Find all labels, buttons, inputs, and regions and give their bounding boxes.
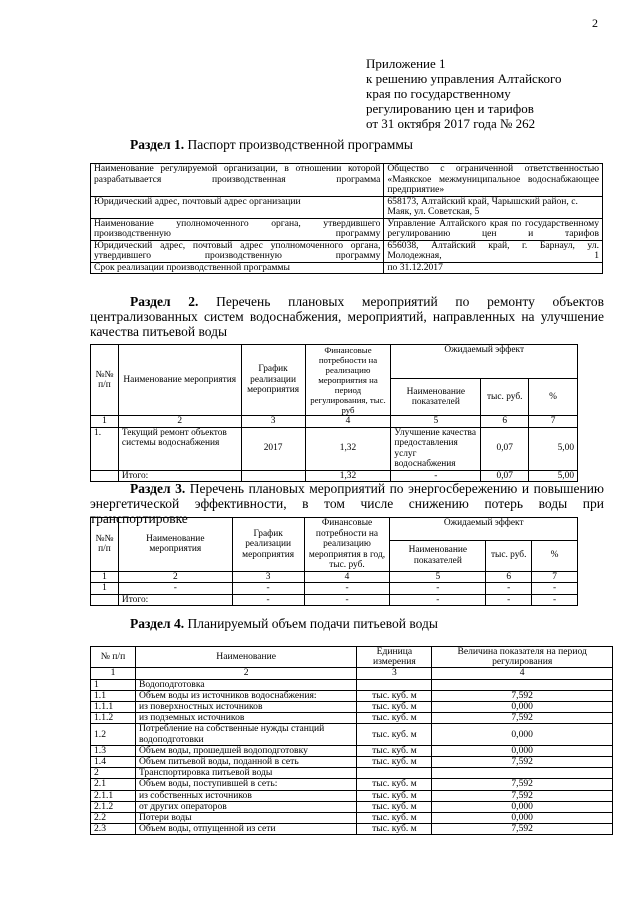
table-row: [91, 679, 613, 690]
row-name: из собственных источников: [135, 790, 357, 801]
row-value: 0,000: [432, 702, 613, 713]
row-name: Объем воды, поступившей в сеть:: [135, 779, 357, 790]
row-schedule: 2017: [241, 427, 305, 470]
col-num-header: №№ п/п: [91, 345, 119, 416]
total-indicator: -: [390, 594, 486, 606]
col-thousand-header: тыс. руб.: [481, 379, 529, 416]
table-row: [91, 702, 613, 713]
row-unit: тыс. куб. м: [357, 779, 432, 790]
total-thousand: -: [486, 594, 532, 606]
appendix-line: края по государственному: [366, 86, 511, 101]
row-unit: [357, 679, 432, 690]
col-number: 1: [91, 571, 119, 583]
table-row: [91, 813, 613, 824]
row-name: Объем воды, прошедшей водоподготовку: [135, 745, 357, 756]
row-indicator: Улучшение качества предоставления услуг водоснабжения: [391, 427, 481, 470]
row-finance: 1,32: [305, 427, 391, 470]
row-value: 0,000: [432, 745, 613, 756]
col-finance-header: Финансовые потребности на реализацию мероприятия в год, тыс. руб.: [304, 518, 390, 572]
total-schedule: -: [232, 594, 304, 606]
col-number: 3: [232, 571, 304, 583]
section1-title: Паспорт производственной программы: [187, 137, 413, 152]
section1-table: [90, 163, 603, 274]
row-num: 1: [91, 583, 119, 595]
col-name-header: Наименование мероприятия: [118, 345, 241, 416]
table-total-row: [91, 470, 578, 482]
row-num: 2.2: [91, 813, 136, 824]
row-value: 7,592: [432, 713, 613, 724]
row-schedule: -: [232, 583, 304, 595]
col-number: 7: [532, 571, 578, 583]
col-num-header: №№ п/п: [91, 518, 119, 572]
section3-label: Раздел 3.: [130, 481, 186, 496]
row-unit: тыс. куб. м: [357, 690, 432, 701]
col-thousand-header: тыс. руб.: [486, 540, 532, 571]
table-header-row: [91, 647, 613, 668]
passport-name: Юридический адрес, почтовый адрес уполномоченного органа, утвердившего производственную программу: [91, 240, 384, 262]
row-unit: тыс. куб. м: [357, 745, 432, 756]
table-row: [91, 745, 613, 756]
col-finance-header: Финансовые потребности на реализацию мероприятия на период регулирования, тыс. руб: [305, 345, 391, 416]
table-number-row: [91, 571, 578, 583]
col-number: 4: [305, 416, 391, 428]
appendix-line: Приложение 1: [366, 56, 446, 71]
col-value-header: Величина показателя на период регулирования: [432, 647, 613, 668]
section1-heading: [130, 137, 413, 152]
row-unit: тыс. куб. м: [357, 813, 432, 824]
table-row: [91, 196, 603, 218]
row-name: от других операторов: [135, 801, 357, 812]
total-finance: -: [304, 594, 390, 606]
row-num: 1: [91, 679, 136, 690]
table-row: [91, 768, 613, 779]
row-value: 7,592: [432, 757, 613, 768]
col-number: 5: [390, 571, 486, 583]
row-name: из поверхностных источников: [135, 702, 357, 713]
row-num: 1.1.1: [91, 702, 136, 713]
row-value: 7,592: [432, 824, 613, 835]
table-row: [91, 757, 613, 768]
table-number-row: [91, 416, 578, 428]
col-number: 6: [481, 416, 529, 428]
row-name: Потребление на собственные нужды станций водоподготовки: [135, 724, 357, 745]
passport-name: Юридический адрес, почтовый адрес организации: [91, 196, 384, 218]
total-percent: -: [532, 594, 578, 606]
total-finance: 1,32: [305, 470, 391, 482]
row-num: 2.1.2: [91, 801, 136, 812]
table-header-row: [91, 345, 578, 379]
table-row: [91, 218, 603, 240]
col-number: 6: [486, 571, 532, 583]
empty-cell: [91, 470, 119, 482]
table-header-row: [91, 518, 578, 541]
passport-name: Срок реализации производственной программы: [91, 262, 384, 274]
col-number: 1: [91, 668, 136, 679]
row-value: 7,592: [432, 779, 613, 790]
row-value: 7,592: [432, 790, 613, 801]
row-value: 0,000: [432, 801, 613, 812]
col-effect-header: Ожидаемый эффект: [391, 345, 578, 379]
row-finance: -: [304, 583, 390, 595]
row-unit: тыс. куб. м: [357, 824, 432, 835]
table-row: [91, 724, 613, 745]
passport-value: Управление Алтайского края по государственному регулированию цен и тарифов: [384, 218, 603, 240]
row-name: Водоподготовка: [135, 679, 357, 690]
table-row: [91, 790, 613, 801]
appendix-line: регулированию цен и тарифов: [366, 101, 534, 116]
row-num: 2.3: [91, 824, 136, 835]
col-effect-header: Ожидаемый эффект: [390, 518, 578, 541]
section2-label: Раздел 2.: [130, 294, 199, 309]
section1-label: Раздел 1.: [130, 137, 185, 152]
row-num: 1.4: [91, 757, 136, 768]
row-value: 0,000: [432, 813, 613, 824]
col-number: 3: [357, 668, 432, 679]
col-indicator-header: Наименование показателей: [391, 379, 481, 416]
table-row: [91, 801, 613, 812]
row-num: 1.1: [91, 690, 136, 701]
empty-cell: [241, 470, 305, 482]
table-total-row: [91, 594, 578, 606]
table-row: [91, 583, 578, 595]
col-number: 2: [135, 668, 357, 679]
page-number: 2: [592, 16, 598, 30]
col-schedule-header: График реализации мероприятия: [241, 345, 305, 416]
total-thousand: 0,07: [481, 470, 529, 482]
row-name: -: [118, 583, 232, 595]
row-num: 1.1.2: [91, 713, 136, 724]
col-num-header: № п/п: [91, 647, 136, 668]
section4-table: [90, 646, 613, 835]
section3-table: [90, 517, 578, 606]
row-indicator: -: [390, 583, 486, 595]
row-unit: тыс. куб. м: [357, 713, 432, 724]
row-unit: тыс. куб. м: [357, 702, 432, 713]
section2-heading: [90, 294, 604, 339]
section4-label: Раздел 4.: [130, 616, 185, 631]
row-thousand: -: [486, 583, 532, 595]
col-number: 5: [391, 416, 481, 428]
row-num: 2.1.1: [91, 790, 136, 801]
row-percent: -: [532, 583, 578, 595]
col-percent-header: %: [532, 540, 578, 571]
table-number-row: [91, 668, 613, 679]
passport-value: 656038, Алтайский край, г. Барнаул, ул. Молодежная, 1: [384, 240, 603, 262]
table-row: [91, 164, 603, 197]
row-num: 2: [91, 768, 136, 779]
col-indicator-header: Наименование показателей: [390, 540, 486, 571]
appendix-header: [366, 56, 561, 131]
row-value: 0,000: [432, 724, 613, 745]
section4-title: Планируемый объем подачи питьевой воды: [187, 616, 438, 631]
col-number: 3: [241, 416, 305, 428]
empty-cell: [91, 594, 119, 606]
total-indicator: -: [391, 470, 481, 482]
row-unit: тыс. куб. м: [357, 757, 432, 768]
passport-name: Наименование регулируемой организации, в отношении которой разрабатывается производственная программа: [91, 164, 384, 197]
row-thousand: 0,07: [481, 427, 529, 470]
row-unit: тыс. куб. м: [357, 790, 432, 801]
total-label: Итого:: [118, 470, 241, 482]
row-name: Объем питьевой воды, поданной в сеть: [135, 757, 357, 768]
row-num: 1.2: [91, 724, 136, 745]
table-row: [91, 824, 613, 835]
row-name: Транспортировка питьевой воды: [135, 768, 357, 779]
col-percent-header: %: [529, 379, 578, 416]
row-unit: [357, 768, 432, 779]
row-num: 1.3: [91, 745, 136, 756]
table-row: [91, 690, 613, 701]
row-unit: тыс. куб. м: [357, 801, 432, 812]
section3-title: Перечень плановых мероприятий по энергосбережению и повышению энергетической эффективности, в том числе снижению потерь воды при транспортировке: [90, 481, 604, 526]
col-number: 4: [304, 571, 390, 583]
col-schedule-header: График реализации мероприятия: [232, 518, 304, 572]
col-number: 1: [91, 416, 119, 428]
passport-value: Общество с ограниченной ответственностью «Маякское межмуниципальное водоснабжающее предприятие»: [384, 164, 603, 197]
row-num: 1.: [91, 427, 119, 470]
section2-table: [90, 344, 578, 482]
col-number: 2: [118, 416, 241, 428]
row-value: [432, 768, 613, 779]
row-name: Потери воды: [135, 813, 357, 824]
col-number: 2: [118, 571, 232, 583]
table-row: [91, 427, 578, 470]
total-percent: 5,00: [529, 470, 578, 482]
passport-name: Наименование уполномоченного органа, утвердившего производственную программу: [91, 218, 384, 240]
table-row: [91, 240, 603, 262]
row-unit: тыс. куб. м: [357, 724, 432, 745]
section4-heading: [130, 616, 438, 631]
row-percent: 5,00: [529, 427, 578, 470]
row-name: Объем воды, отпущенной из сети: [135, 824, 357, 835]
passport-value: 658173, Алтайский край, Чарышский район, с. Маяк, ул. Советская, 5: [384, 196, 603, 218]
appendix-line: от 31 октября 2017 года № 262: [366, 116, 536, 131]
table-row: [91, 262, 603, 274]
row-name: Текущий ремонт объектов системы водоснабжения: [118, 427, 241, 470]
col-unit-header: Единица измерения: [357, 647, 432, 668]
col-name-header: Наименование: [135, 647, 357, 668]
col-name-header: Наименование мероприятия: [118, 518, 232, 572]
col-number: 7: [529, 416, 578, 428]
table-row: [91, 713, 613, 724]
row-value: [432, 679, 613, 690]
row-name: Объем воды из источников водоснабжения:: [135, 690, 357, 701]
table-row: [91, 779, 613, 790]
row-name: из подземных источников: [135, 713, 357, 724]
col-number: 4: [432, 668, 613, 679]
row-value: 7,592: [432, 690, 613, 701]
section2-title: Перечень плановых мероприятий по ремонту объектов централизованных систем водоснабжения, мероприятий, направленных на улучшение качества питьевой воды: [90, 294, 605, 339]
passport-value: по 31.12.2017: [384, 262, 603, 274]
row-num: 2.1: [91, 779, 136, 790]
total-label: Итого:: [118, 594, 232, 606]
appendix-line: к решению управления Алтайского: [366, 71, 562, 86]
